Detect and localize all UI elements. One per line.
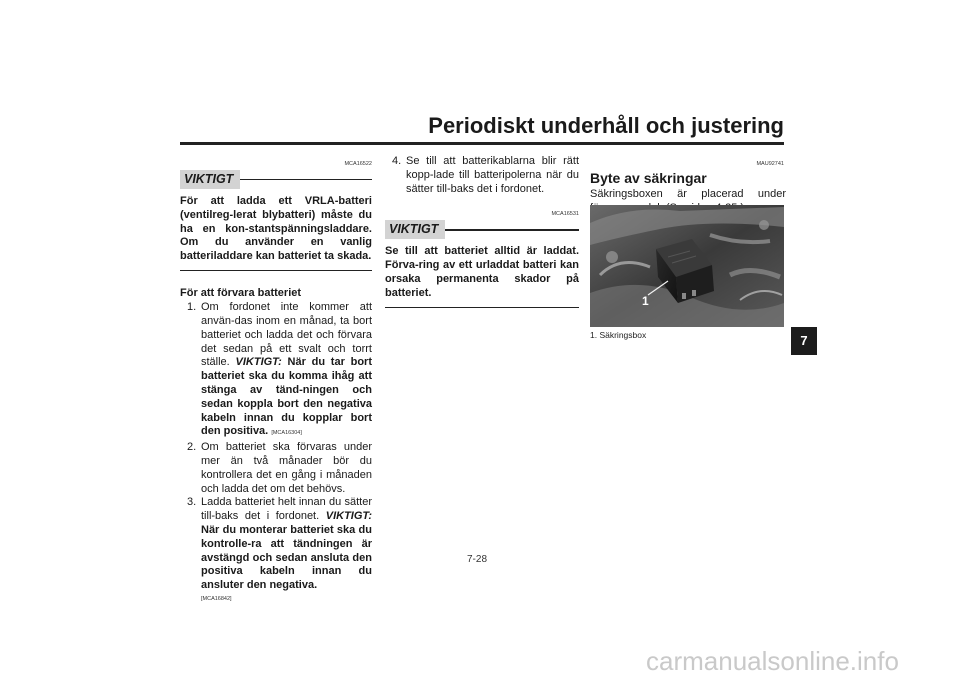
notice-header [180, 170, 372, 189]
page-number: 7-28 [467, 554, 488, 565]
figure-callout: 1 [642, 294, 649, 308]
chapter-tab: 7 [791, 327, 817, 355]
notice-rule [180, 270, 372, 272]
notice-code: MCA16531 [551, 211, 579, 218]
column-2 [385, 155, 579, 308]
list-item: 1. Om fordonet inte kommer att använ-das inom en månad, ta bort batteriet och ladda det och förvara det sedan på ett svalt och torrt ställe. VIKTIGT: När du tar bort batteriet ska du komma ihåg att stänga av tänd-ningen och sedan koppla bort den negativa kabeln innan du kopplar bort den positiva. [MCA16304] [187, 301, 372, 438]
list-item: 2. Om batteriet ska förvaras under mer än två månader bör du kontrollera det en gång i månaden och ladda det om det behövs. [187, 441, 372, 495]
notice-header [385, 220, 579, 239]
list-item: 3. Ladda batteriet helt innan du sätter till-baks det i fordonet. VIKTIGT: När du monterar batteriet ska du kontrolle-ra att tändningen är avstängd och sedan ansluta den positiva kabeln innan du ansluter den negativa. [187, 496, 372, 592]
section-text: Säkringsboxen är placerad under [590, 188, 786, 200]
section-code: MAU92741 [756, 161, 784, 167]
figure-caption: 1. Säkringsbox [590, 330, 647, 340]
header-rule [180, 142, 784, 145]
notice-text: Se till att batteriet alltid är laddat. Förva-ring av ett urladdat batteri kan orsaka permanenta skador på batteriet. [385, 245, 579, 299]
list-item: 4. Se till att batterikablarna blir rätt kopp-lade till batteripolerna när du sätter till-baks det i fordonet. [392, 155, 579, 195]
fuse-box-photo [590, 205, 784, 327]
watermark: carmanualsonline.info [646, 646, 899, 676]
notice-rule [385, 307, 579, 309]
page-title: Periodiskt underhåll och justering [428, 113, 784, 138]
notice-label: VIKTIGT [180, 170, 240, 189]
column-1 [180, 152, 372, 602]
notice-label: VIKTIGT [385, 220, 445, 239]
section-heading: För att förvara batteriet [180, 287, 302, 300]
section-title: Byte av säkringar [590, 170, 707, 186]
notice-text: För att ladda ett VRLA-batteri (ventilreg-lerat blybatteri) måste du ha en kon-stantspänningsladdare. Om du använder en vanlig batteriladdare kan batteriet ta skada. [180, 195, 372, 263]
notice-code: MCA16522 [344, 161, 372, 167]
item-code: [MCA16842] [201, 596, 232, 603]
